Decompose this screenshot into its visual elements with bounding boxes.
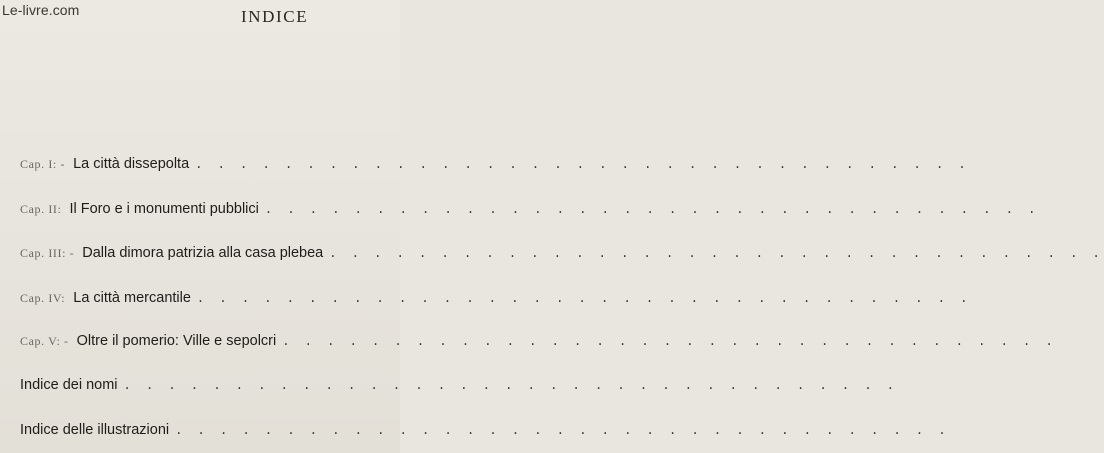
dot-leader: . . . . . . . . . . . . . . . . . . . . . . . . . . . . . . . . . . . [264,202,1040,216]
chapter-number: Cap. V: - [20,334,69,348]
toc-row [20,333,1057,353]
chapter-number: Cap. I: - [20,157,66,171]
dot-leader: . . . . . . . . . . . . . . . . . . . . . . . . . . . . . . . . . . . [195,157,970,171]
dot-leader: . . . . . . . . . . . . . . . . . . . . . . . . . . . . . . . . . . . [196,291,972,305]
dot-leader: . . . . . . . . . . . . . . . . . . . . . . . . . . . . . . . . . . . [175,423,950,437]
chapter-title: Oltre il pomerio: Ville e sepolcri [76,333,277,349]
chapter-title: La città mercantile [73,290,191,306]
chapter-number: Cap. IV: [20,291,66,305]
toc-row [20,201,1040,221]
toc-row [20,245,1104,265]
index-title: Indice dei nomi [20,377,118,393]
index-title: Indice delle illustrazioni [20,422,170,438]
chapter-number: Cap. III: - [20,246,75,260]
toc-row [20,377,899,397]
dot-leader: . . . . . . . . . . . . . . . . . . . . . . . . . . . . . . . . . . . [282,334,1057,348]
watermark-site-label: Le-livre.com [2,2,80,18]
chapter-number: Cap. II: [20,202,62,216]
toc-row [20,156,970,176]
page-title: INDICE [241,7,309,26]
chapter-title: Dalla dimora patrizia alla casa plebea [82,245,324,261]
dot-leader: . . . . . . . . . . . . . . . . . . . . . . . . . . . . . . . . . . . [123,378,899,392]
toc-row [20,422,950,442]
chapter-title: Il Foro e i monumenti pubblici [69,201,259,217]
toc-row [20,290,972,310]
chapter-title: La città dissepolta [73,156,190,172]
dot-leader: . . . . . . . . . . . . . . . . . . . . . . . . . . . . . . . . . . . [329,246,1104,260]
